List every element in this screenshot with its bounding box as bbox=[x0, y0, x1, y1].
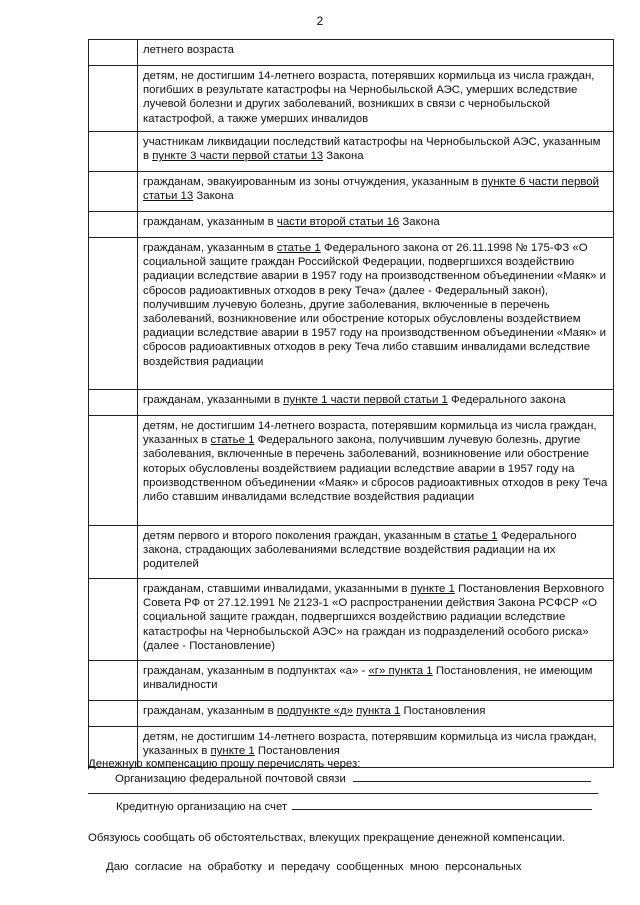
table-row bbox=[89, 661, 614, 701]
category-text: Постановления, не имеющим инвалидности bbox=[143, 665, 593, 692]
category-text: гражданам, указанным в подпунктах «а» - bbox=[143, 665, 369, 677]
category-text-cell bbox=[138, 238, 614, 390]
table-row bbox=[89, 238, 614, 390]
table-row bbox=[89, 172, 614, 212]
consent-text: Даю согласие на обработку и передачу сообщенных мною персональных bbox=[106, 861, 522, 873]
law-reference-link[interactable]: «г» пункта 1 bbox=[368, 665, 433, 677]
category-text-cell bbox=[138, 66, 614, 132]
table-row bbox=[89, 416, 614, 526]
postal-underline[interactable] bbox=[88, 793, 598, 794]
category-text: летнего возраста bbox=[143, 44, 234, 56]
table-row bbox=[89, 132, 614, 172]
row-marker-cell[interactable] bbox=[89, 701, 138, 727]
category-text: Федерального закона bbox=[447, 394, 566, 406]
row-marker-cell[interactable] bbox=[89, 238, 138, 390]
table-row bbox=[89, 390, 614, 416]
law-reference-link[interactable]: части второй статьи 16 bbox=[276, 216, 400, 228]
category-text: Закона bbox=[323, 150, 364, 163]
law-reference-link[interactable]: подпункте «д» bbox=[276, 705, 353, 717]
category-text-cell bbox=[138, 416, 614, 526]
table-row bbox=[89, 526, 614, 579]
row-marker-cell[interactable] bbox=[89, 172, 138, 212]
row-marker-cell[interactable] bbox=[89, 416, 138, 526]
law-reference-link[interactable]: пункте 1 bbox=[210, 745, 255, 758]
category-text-cell bbox=[138, 390, 614, 416]
category-text: гражданам, указанным в bbox=[143, 242, 277, 254]
category-text: Федерального закона, получившим лучевую болезнь, другие заболевания, включенные в перечень заболеваний, возникновение или обострение которых обусловлены воздействием радиации вследствие аварии в 1957 году на производственном объединении «Маяк» и сбросов радиоактивных отходов в реку Теча либо ставшим инвалидами вследствие воздействия радиации bbox=[143, 434, 608, 504]
row-marker-cell[interactable] bbox=[89, 132, 138, 172]
category-text: Постановления bbox=[400, 705, 486, 717]
table-row bbox=[89, 212, 614, 238]
law-reference-link[interactable]: статье 1 bbox=[453, 530, 498, 542]
category-text: Федерального закона, страдающих заболеваниями вследствие воздействия радиации на их родителей bbox=[143, 530, 577, 571]
category-text: гражданам, указанным в bbox=[143, 216, 277, 228]
category-text-cell bbox=[138, 212, 614, 238]
row-marker-cell[interactable] bbox=[89, 66, 138, 132]
category-text-cell bbox=[138, 661, 614, 701]
law-reference-link[interactable]: пункте 1 части первой статьи 1 bbox=[283, 394, 448, 406]
law-reference-link[interactable]: пункте 6 части первой статьи 13 bbox=[143, 176, 599, 203]
category-text: детям, не достигшим 14-летнего возраста, потерявших кормильца из числа граждан, погибших в результате катастрофы на Чернобыльской АЭС, умерших вследствие лучевой болезни и других заболеваний, возникших в связи с чернобыльской катастрофой, а также умерших инвалидов bbox=[143, 70, 595, 125]
obligation-text: Обязуюсь сообщать об обстоятельствах, влекущих прекращение денежной компенсации. bbox=[88, 832, 566, 844]
category-text-cell bbox=[138, 701, 614, 727]
table-row bbox=[89, 579, 614, 661]
credit-row bbox=[116, 799, 616, 814]
category-text: детям первого и второго поколения граждан, указанным в bbox=[143, 530, 454, 542]
credit-label: Кредитную организацию на счет bbox=[116, 801, 288, 813]
category-text: гражданам, указанным в bbox=[143, 705, 277, 717]
table-row bbox=[89, 66, 614, 132]
law-reference-link[interactable]: пункте 3 части первой статьи 13 bbox=[152, 150, 324, 163]
category-text: Закона bbox=[193, 190, 234, 203]
law-reference-link[interactable]: пункта 1 bbox=[356, 705, 401, 717]
category-text-cell bbox=[138, 526, 614, 579]
table-row bbox=[89, 40, 614, 66]
category-text-cell bbox=[138, 132, 614, 172]
row-marker-cell[interactable] bbox=[89, 579, 138, 661]
law-reference-link[interactable]: статье 1 bbox=[276, 242, 321, 254]
table-row bbox=[89, 701, 614, 727]
postal-row bbox=[115, 771, 615, 786]
category-text: гражданам, эвакуированным из зоны отчуждения, указанным в bbox=[143, 176, 482, 188]
category-text: детям, не достигшим 14-летнего возраста, потерявшим кормильца из числа граждан, указанных в bbox=[143, 731, 597, 758]
category-text: Федерального закона от 26.11.1998 № 175-ФЗ «О социальной защите граждан Российской Федерации, подвергшихся воздействию радиации вследствие аварии в 1957 году на производственном объединении «Маяк» и сбросов радиоактивных отходов в реку Теча» (далее - Федеральный закон), получившим лучевую болезнь, другие заболевания, включенные в перечень заболеваний, возникновение или обострение которых обусловлены воздействием радиации вследствие аварии в 1957 году на производственном объединении «Маяк» и сбросов радиоактивных отходов в реку Теча либо ставшим инвалидами вследствие воздействия радиации bbox=[143, 242, 607, 368]
category-text: участникам ликвидации последствий катастрофы на Чернобыльской АЭС, указанным в bbox=[143, 136, 601, 163]
category-text: Постановления Верховного Совета РФ от 27.12.1991 № 2123-1 «О распространении действия Закона РСФСР «О социальной защите граждан, подвергшихся воздействию радиации вследствие катастрофы на Чернобыльской АЭС» на граждан из подразделений особого риска» (далее - Постановление) bbox=[143, 583, 605, 652]
postal-account-field[interactable] bbox=[353, 771, 591, 782]
law-reference-link[interactable]: статье 1 bbox=[210, 434, 255, 447]
category-text-cell bbox=[138, 40, 614, 66]
category-text-cell bbox=[138, 579, 614, 661]
category-text: детям, не достигшим 14-летнего возраста, потерявшим кормильца из числа граждан, указанных в bbox=[143, 420, 597, 447]
category-text: Постановления bbox=[254, 745, 340, 758]
row-marker-cell[interactable] bbox=[89, 661, 138, 701]
payment-intro: Денежную компенсацию прошу перечислять через: bbox=[88, 758, 361, 770]
law-reference-link[interactable]: пункте 1 bbox=[410, 583, 455, 595]
credit-account-field[interactable] bbox=[292, 799, 592, 810]
category-text: гражданам, ставшими инвалидами, указанными в bbox=[143, 583, 411, 595]
category-text: Закона bbox=[399, 216, 440, 228]
category-text: гражданам, указанными в bbox=[143, 394, 284, 406]
row-marker-cell[interactable] bbox=[89, 526, 138, 579]
postal-label: Организацию федеральной почтовой связи bbox=[115, 773, 346, 785]
category-table bbox=[88, 39, 614, 768]
row-marker-cell[interactable] bbox=[89, 212, 138, 238]
row-marker-cell[interactable] bbox=[89, 40, 138, 66]
row-marker-cell[interactable] bbox=[89, 390, 138, 416]
category-text-cell bbox=[138, 172, 614, 212]
page-number: 2 bbox=[316, 14, 324, 28]
